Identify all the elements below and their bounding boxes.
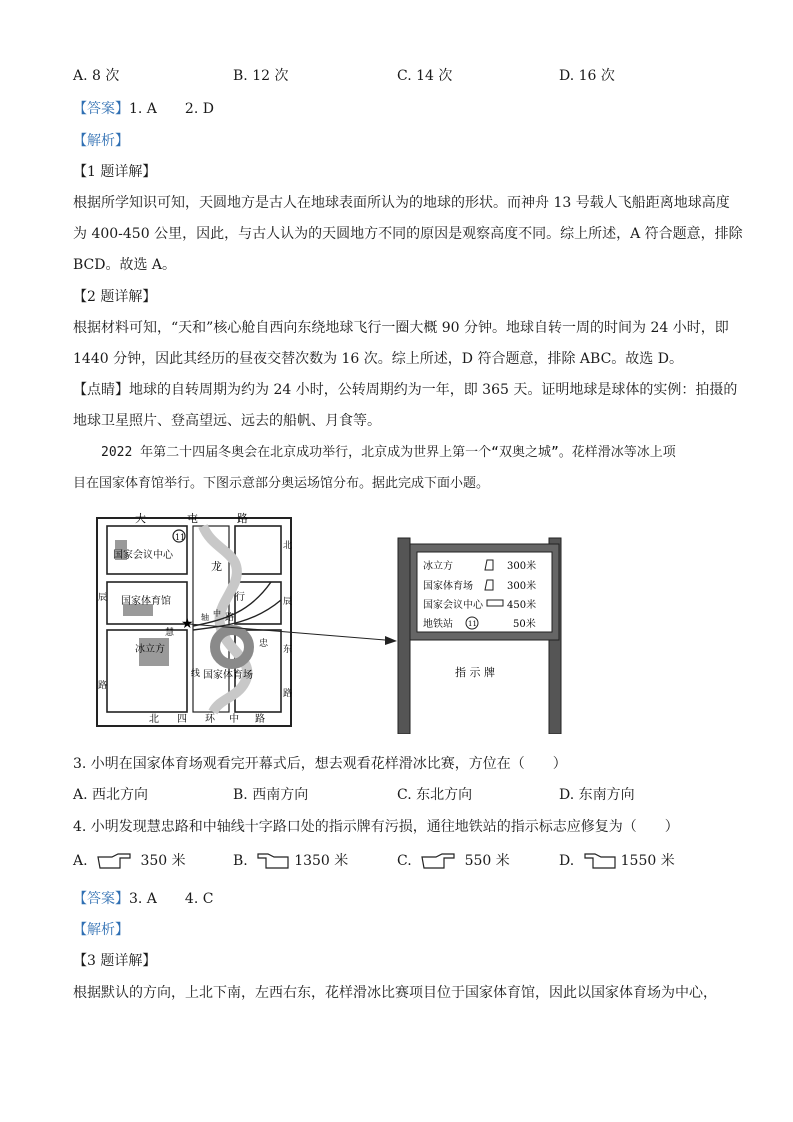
label-axis-3: 轴 (201, 613, 209, 622)
crossroad-star-icon: ★ (181, 616, 194, 632)
answer-2-text: 3. A 4. C (129, 891, 214, 907)
sign-row-4-name: 地铁站 (423, 619, 453, 630)
pointing-hand-left-icon (583, 853, 617, 869)
label-road-lu: 路 (225, 613, 235, 623)
question-3: 3. 小明在国家体育场观看完开幕式后，想去观看花样滑冰比赛，方位在（ ） (73, 756, 567, 772)
detail-2-line-2: 1440 分钟，因此其经历的昼夜交替次数为 16 次。综上所述，D 符合题意，排除 ABC。故选 D。 (73, 351, 683, 367)
sign-row-2-name: 国家体育场 (423, 581, 473, 592)
answer-text: 1. A 2. D (129, 101, 214, 117)
detail-2-heading: 【2 题详解】 (73, 289, 157, 305)
label-water-cube: 冰立方 (135, 644, 165, 655)
q4-option-b (233, 851, 348, 871)
road-right-3: 东 (283, 645, 293, 655)
label-national-gym: 国家体育馆 (121, 596, 171, 607)
road-bottom-3: 环 (205, 714, 215, 725)
road-bottom-5: 路 (255, 714, 265, 725)
q4-b-letter: B. (233, 853, 248, 869)
sign-caption: 指 示 牌 (455, 666, 495, 679)
detail-3-line-1: 根据默认的方向，上北下南，左西右东，花样滑冰比赛项目位于国家体育馆，因此以国家体育场为中心， (73, 985, 717, 1001)
q4-a-value: 350 米 (140, 853, 186, 869)
road-top-3: 路 (237, 512, 248, 525)
sign-metro-number: 11 (468, 620, 477, 628)
tip-line-2: 地球卫星照片、登高望远、远去的船帆、月食等。 (73, 413, 381, 429)
analysis-heading-2: 【解析】 (73, 922, 129, 938)
sign-row-1-dist: 300米 (507, 561, 537, 572)
label-axis-2: 中 (213, 609, 221, 618)
pointing-hand-left-icon (256, 853, 290, 869)
block-e (235, 582, 281, 624)
q4-option-c (397, 851, 510, 871)
block-ne (235, 526, 281, 574)
road-bottom-2: 四 (177, 714, 187, 725)
road-top-1: 大 (135, 512, 146, 525)
q3-option-b: B. 西南方向 (233, 787, 309, 803)
road-top-2: 屯 (187, 512, 198, 525)
question-4: 4. 小明发现慧忠路和中轴线十字路口处的指示牌有污损，通往地铁站的指示标志应修复为（ ） (73, 819, 679, 835)
detail-2-line-1: 根据材料可知，“天和”核心舱自西向东绕地球飞行一圈大概 90 分钟。地球自转一周的时间为 24 小时，即 (73, 320, 729, 336)
intro-line-2: 目在国家体育馆举行。下图示意部分奥运场馆分布。据此完成下面小题。 (73, 476, 490, 491)
q4-option-a (73, 851, 186, 871)
road-bottom-4: 中 (229, 714, 239, 725)
detail-1-line-1: 根据所学知识可知，天圆地方是古人在地球表面所认为的地球的形状。而神舟 13 号载人飞船距离地球高度 (73, 195, 730, 211)
intro-line-1: 2022 年第二十四届冬奥会在北京成功举行，北京成为世界上第一个“双奥之城”。花样滑冰等冰上项 (101, 445, 676, 460)
pointing-hand-right-icon (420, 853, 456, 869)
detail-1-line-3: BCD。故选 A。 (73, 257, 177, 273)
detail-1-line-2: 为 400-450 公里，因此，与古人认为的天圆地方不同的原因是观察高度不同。综上所述，A 符合题意，排除 (73, 226, 743, 242)
prev-option-a: A. 8 次 (73, 68, 120, 84)
label-hui: 慧 (165, 628, 175, 638)
label-axis-1: 行 (235, 592, 245, 603)
q4-c-value: 550 米 (464, 853, 510, 869)
label-long: 龙 (211, 560, 222, 573)
tip-label: 【点睛】 (73, 382, 129, 398)
road-right-2: 辰 (283, 597, 293, 607)
label-convention-center: 国家会议中心 (113, 550, 173, 561)
q4-d-letter: D. (559, 853, 575, 869)
prev-option-d: D. 16 次 (559, 68, 615, 84)
q4-b-value: 1350 米 (294, 853, 349, 869)
sign-row-1-name: 冰立方 (423, 561, 453, 572)
sign-row-3-dist: 450米 (507, 600, 537, 611)
label-national-stadium: 国家体育场 (203, 670, 253, 681)
prev-option-c: C. 14 次 (397, 68, 453, 84)
tip-text-1: 地球的自转周期为约为 24 小时，公转周期约为一年，即 365 天。证明地球是球体的实例：拍摄的 (129, 382, 738, 398)
road-right-4: 路 (283, 689, 293, 699)
q4-c-letter: C. (397, 853, 412, 869)
detail-3-heading: 【3 题详解】 (73, 953, 157, 969)
road-right-1: 北 (283, 541, 293, 551)
road-left-1: 辰 (98, 593, 108, 603)
sign-post-left (398, 538, 410, 734)
q4-d-value: 1550 米 (620, 853, 675, 869)
venue-map-svg (95, 512, 565, 734)
sign-row-2-dist: 300米 (507, 581, 537, 592)
q3-option-c: C. 东北方向 (397, 787, 473, 803)
q4-option-d (559, 851, 675, 871)
venue-map-figure (95, 512, 565, 738)
q3-option-a: A. 西北方向 (73, 787, 149, 803)
sign-row-4-dist: 50米 (513, 619, 536, 630)
road-bottom-1: 北 (149, 714, 159, 725)
answer-2 (73, 889, 213, 909)
answer-label: 【答案】 (73, 101, 129, 117)
q4-a-letter: A. (73, 853, 88, 869)
answer-1 (73, 99, 214, 119)
pointing-hand-right-icon (96, 853, 132, 869)
road-left-2: 路 (98, 681, 108, 691)
label-zhong: 忠 (259, 639, 269, 649)
label-axis-4: 线 (191, 669, 201, 679)
detail-1-heading: 【1 题详解】 (73, 164, 157, 180)
sign-row-3-name: 国家会议中心 (423, 600, 483, 611)
q3-option-d: D. 东南方向 (559, 787, 635, 803)
tip-line-1 (73, 380, 737, 400)
answer-2-label: 【答案】 (73, 891, 129, 907)
prev-option-b: B. 12 次 (233, 68, 289, 84)
pointer-arrowhead (385, 636, 397, 645)
metro-number: 11 (175, 533, 186, 542)
analysis-heading-1: 【解析】 (73, 133, 129, 149)
